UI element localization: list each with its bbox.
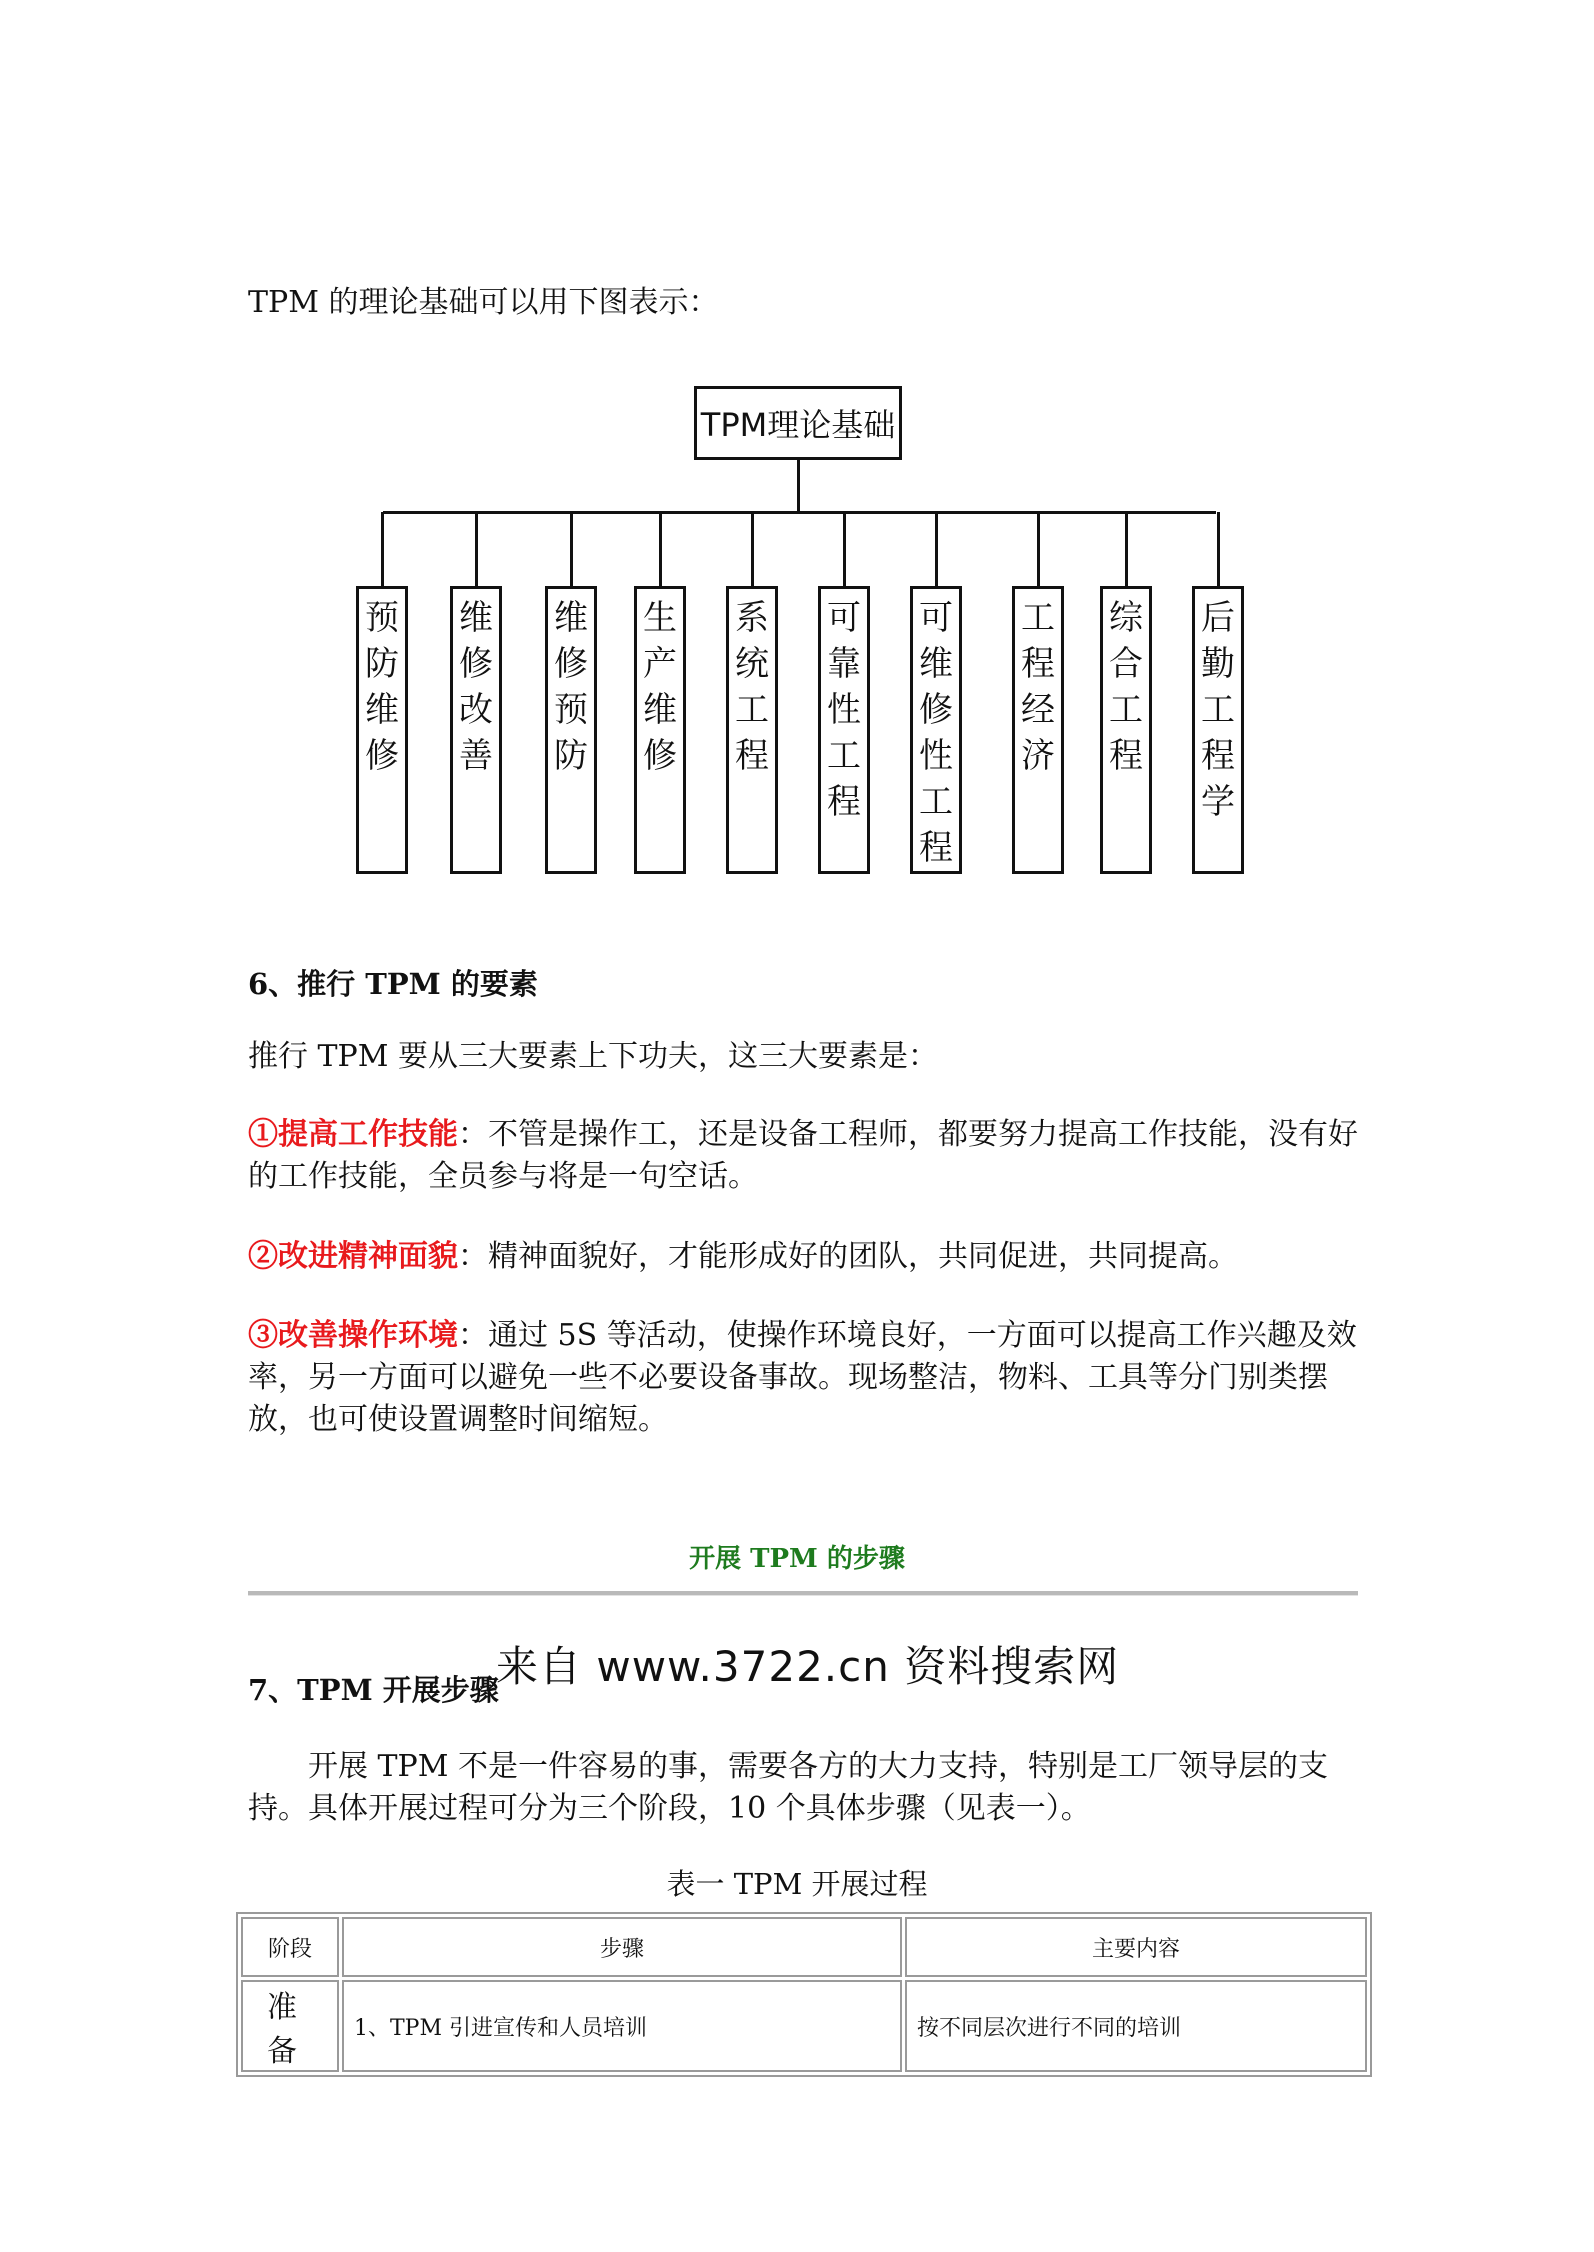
element-label: ③改善操作环境: [248, 1318, 458, 1353]
tpm-steps-table: [236, 1912, 1372, 2077]
diagram-leaf: 生产维修: [634, 586, 686, 874]
cell-content: 按不同层次进行不同的培训: [905, 1980, 1367, 2072]
leaf-connector: [1037, 512, 1040, 588]
element-text: ：通过 5S 等活动，使操作环境良好，一方面可以提高工作兴趣及效率，另一方面可以避免一些不必要设备事故。现场整洁，物料、工具等分门别类摆放，也可使设置调整时间缩短。: [248, 1318, 1357, 1437]
leaf-connector: [1217, 512, 1220, 588]
leaf-connector: [381, 512, 384, 588]
horizontal-divider: [248, 1591, 1358, 1596]
element-text: ：不管是操作工，还是设备工程师，都要努力提高工作技能，没有好的工作技能，全员参与将是一句空话。: [248, 1117, 1358, 1194]
element-label: ①提高工作技能: [248, 1117, 458, 1152]
source-watermark: 来自 www.3722.cn 资料搜索网: [496, 1642, 1120, 1691]
diagram-leaf: 综合工程: [1100, 586, 1152, 874]
table-row: [241, 1980, 1367, 2072]
section6-intro: 推行 TPM 要从三大要素上下功夫，这三大要素是：: [248, 1039, 938, 1074]
diagram-intro: TPM 的理论基础可以用下图表示：: [248, 285, 719, 320]
element-item-3: [248, 1315, 1358, 1441]
header-step: 步骤: [342, 1917, 902, 1977]
leaf-connector: [843, 512, 846, 588]
section6-heading: 6、推行 TPM 的要素: [248, 967, 538, 1001]
section7-body: 开展 TPM 不是一件容易的事，需要各方的大力支持，特别是工厂领导层的支持。具体开展过程可分为三个阶段，10 个具体步骤（见表一）。: [248, 1749, 1328, 1826]
table-caption: 表一 TPM 开展过程: [666, 1867, 928, 1901]
leaf-connector: [475, 512, 478, 588]
leaf-connector: [570, 512, 573, 588]
diagram-leaf: 可维修性工程: [910, 586, 962, 874]
diagram-leaf: 预防维修: [356, 586, 408, 874]
leaf-connector: [935, 512, 938, 588]
header-stage: 阶段: [241, 1917, 339, 1977]
leaf-connector: [659, 512, 662, 588]
element-item-1: [248, 1114, 1358, 1198]
element-item-2: [248, 1236, 1358, 1278]
diagram-leaf: 工程经济: [1012, 586, 1064, 874]
diagram-leaf: 系统工程: [726, 586, 778, 874]
diagram-leaf: 维修改善: [450, 586, 502, 874]
element-text: ：精神面貌好，才能形成好的团队，共同促进，共同提高。: [458, 1239, 1238, 1274]
leaf-connector: [1125, 512, 1128, 588]
diagram-root: TPM理论基础: [694, 386, 902, 460]
cell-step: 1、TPM 引进宣传和人员培训: [342, 1980, 902, 2072]
diagram-leaf: 维修预防: [545, 586, 597, 874]
section7-heading: 7、TPM 开展步骤: [248, 1673, 499, 1707]
steps-link-title[interactable]: 开展 TPM 的步骤: [689, 1544, 905, 1574]
table-header-row: [241, 1917, 1367, 1977]
root-connector: [797, 460, 800, 513]
diagram-leaf: 可靠性工程: [818, 586, 870, 874]
header-content: 主要内容: [905, 1917, 1367, 1977]
cell-stage: 准 备: [241, 1980, 339, 2072]
element-label: ②改进精神面貌: [248, 1239, 458, 1274]
leaf-connector: [751, 512, 754, 588]
horizontal-connector: [383, 511, 1216, 514]
diagram-leaf: 后勤工程学: [1192, 586, 1244, 874]
